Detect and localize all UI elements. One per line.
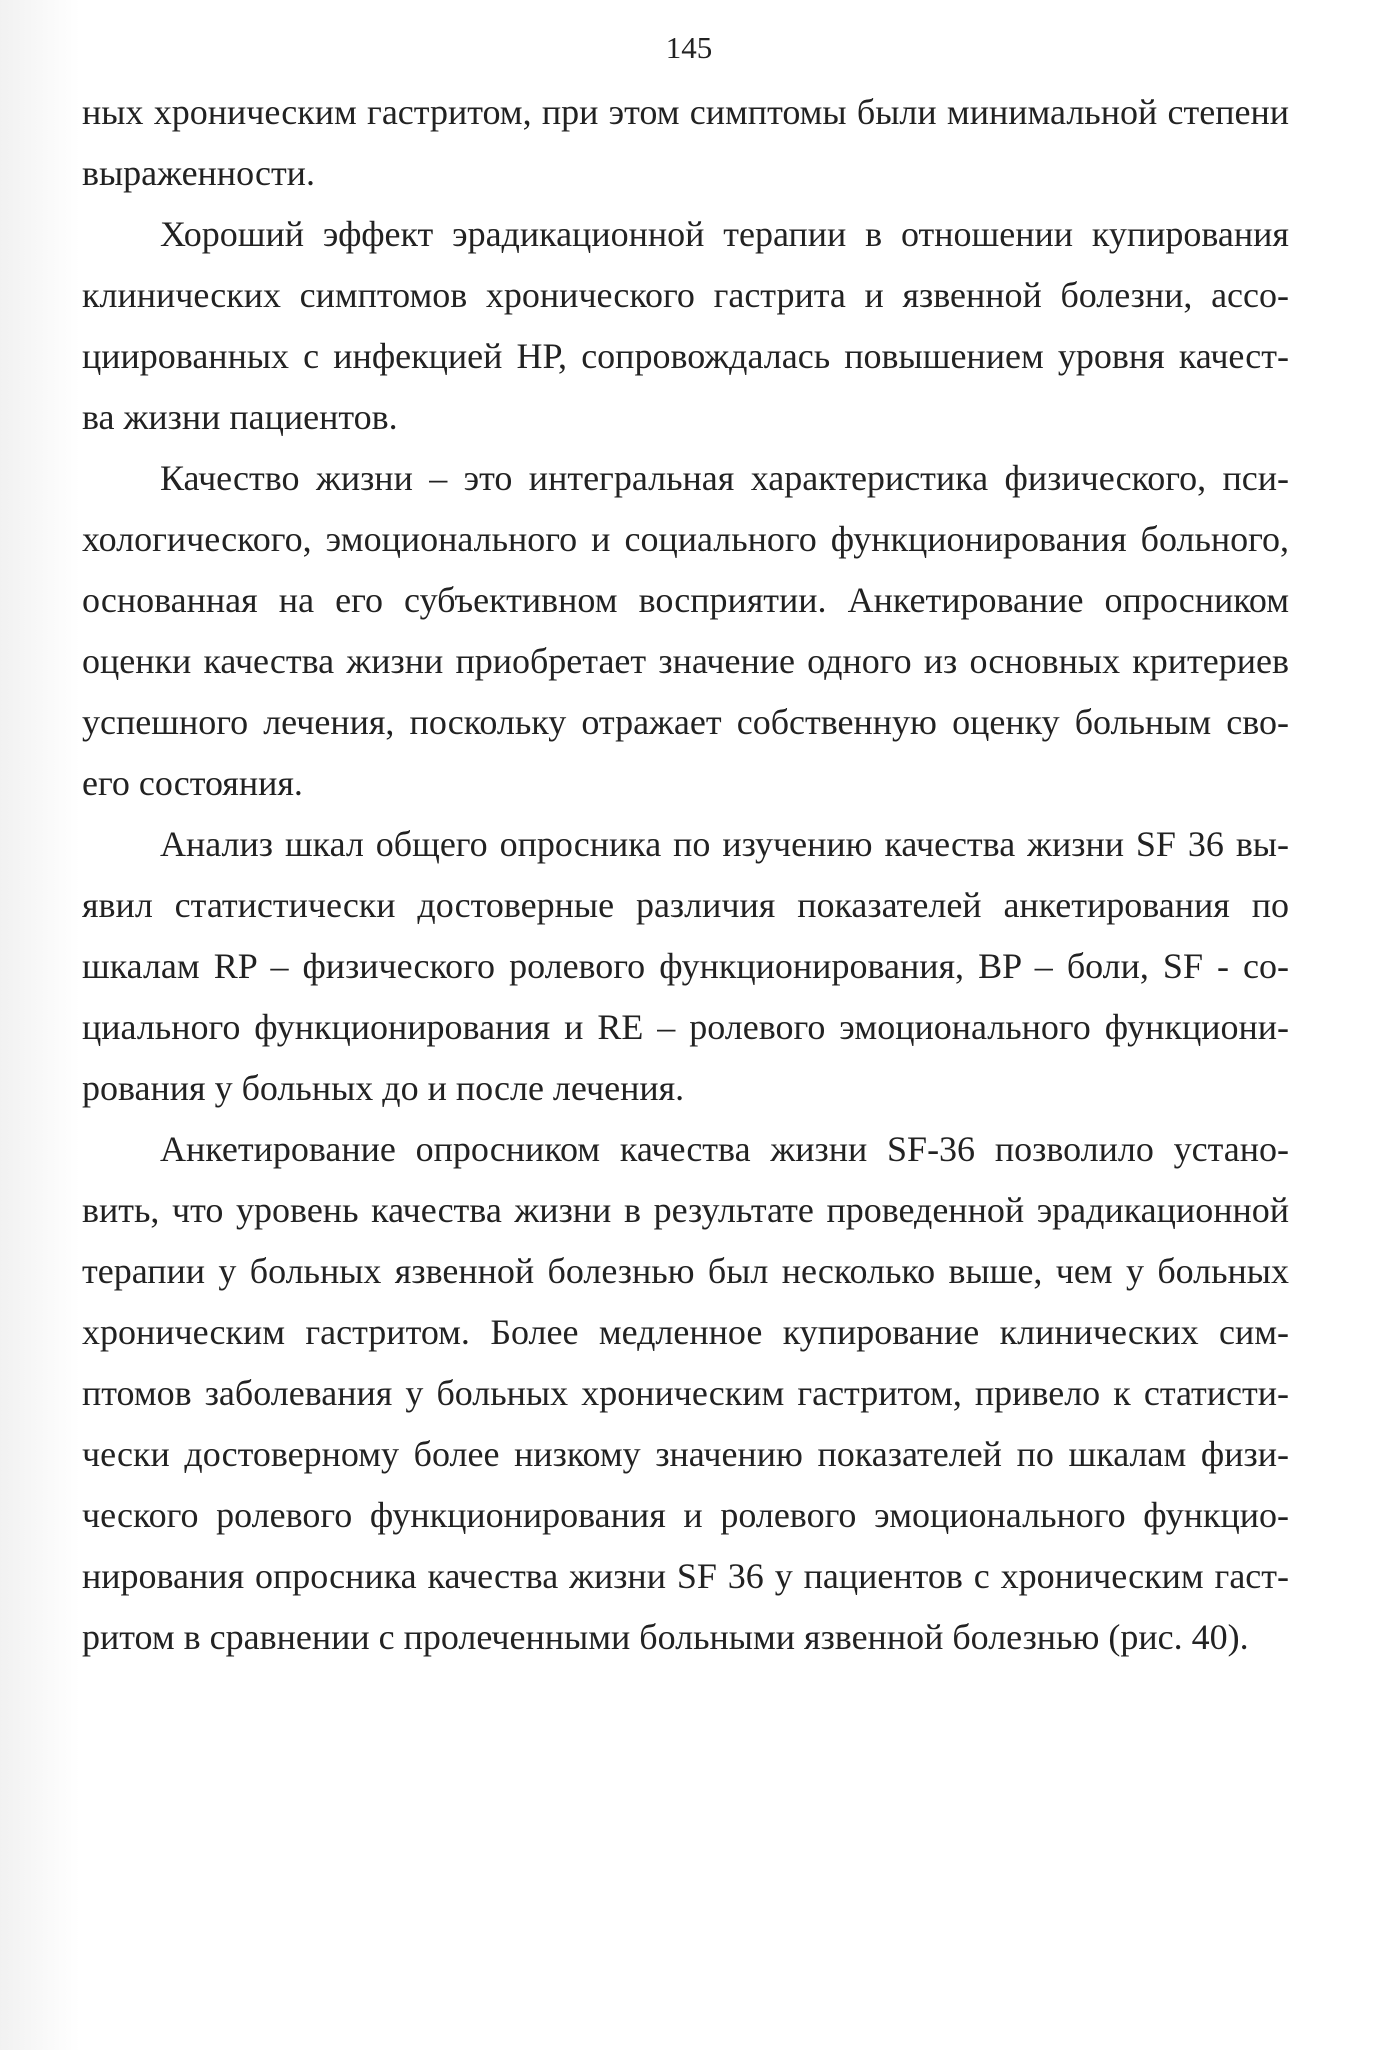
text-line: птомов заболевания у больных хроническим гастритом, привело к статисти-	[82, 1373, 1289, 1413]
text-line: успешного лечения, поскольку отражает собственную оценку больным сво-	[82, 702, 1289, 742]
text-line: клинических симптомов хронического гастрита и язвенной болезни, ассо-	[82, 275, 1289, 315]
text-line: хологического, эмоционального и социального функционирования больного,	[82, 519, 1289, 559]
paragraph	[82, 204, 1289, 448]
text-line: хроническим гастритом. Более медленное купирование клинических сим-	[82, 1312, 1289, 1352]
text-line: выраженности.	[82, 153, 315, 193]
text-line: Анализ шкал общего опросника по изучению качества жизни SF 36 вы-	[160, 824, 1289, 864]
text-line: Хороший эффект эрадикационной терапии в отношении купирования	[160, 214, 1289, 254]
text-line: чески достоверному более низкому значению показателей по шкалам физи-	[82, 1434, 1289, 1474]
body-text	[82, 82, 1289, 1668]
text-line: нирования опросника качества жизни SF 36 у пациентов с хроническим гаст-	[82, 1556, 1289, 1596]
text-line: Качество жизни – это интегральная характеристика физического, пси-	[160, 458, 1289, 498]
text-line: циального функционирования и RE – ролевого эмоционального функциони-	[82, 1007, 1289, 1047]
scan-edge-shadow	[0, 0, 80, 2050]
text-line: его состояния.	[82, 763, 303, 803]
text-line: основанная на его субъективном восприятии. Анкетирование опросником	[82, 580, 1289, 620]
text-line: вить, что уровень качества жизни в результате проведенной эрадикационной	[82, 1190, 1289, 1230]
text-line: Анкетирование опросником качества жизни SF-36 позволило устано-	[160, 1129, 1289, 1169]
text-line: терапии у больных язвенной болезнью был несколько выше, чем у больных	[82, 1251, 1289, 1291]
text-line: циированных с инфекцией НР, сопровождалась повышением уровня качест-	[82, 336, 1289, 376]
text-line: ва жизни пациентов.	[82, 397, 398, 437]
text-line: ных хроническим гастритом, при этом симптомы были минимальной степени	[82, 92, 1289, 132]
text-line: явил статистически достоверные различия показателей анкетирования по	[82, 885, 1289, 925]
text-line: ческого ролевого функционирования и ролевого эмоционального функцио-	[82, 1495, 1289, 1535]
text-line: оценки качества жизни приобретает значение одного из основных критериев	[82, 641, 1289, 681]
paragraph	[82, 82, 1289, 204]
paragraph	[82, 814, 1289, 1119]
text-line: ритом в сравнении с пролеченными больными язвенной болезнью (рис. 40).	[82, 1617, 1249, 1657]
page-number: 145	[665, 30, 713, 65]
text-line: шкалам RP – физического ролевого функционирования, BP – боли, SF - со-	[82, 946, 1289, 986]
text-line: рования у больных до и после лечения.	[82, 1068, 685, 1108]
paragraph	[82, 448, 1289, 814]
paragraph	[82, 1119, 1289, 1668]
